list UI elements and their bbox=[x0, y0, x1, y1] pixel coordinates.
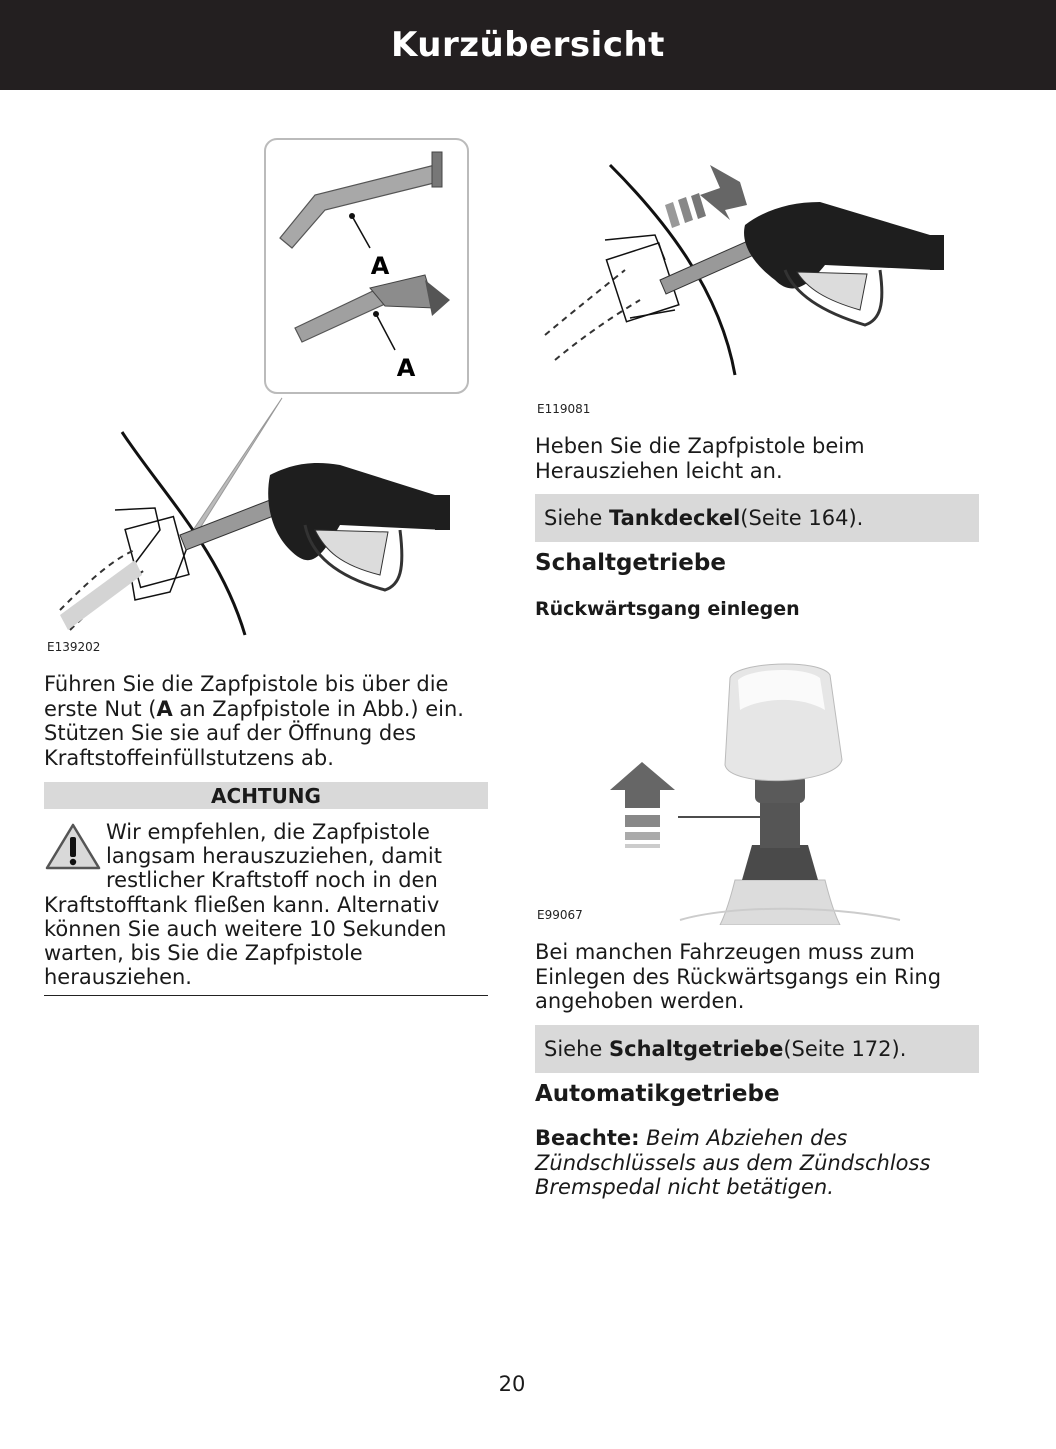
callout-label-a1: A bbox=[370, 252, 390, 280]
warning-text: Wir empfehlen, die Zapfpistole langsam herauszuziehen, damit restlicher Kraftstoff noch in den Kraftstofftank fließen kann. Alternativ können Sie auch weitere 10 Sekunden warten, bis Sie die Zapfpistole herausziehen. bbox=[44, 820, 447, 990]
figure-nozzle-removal bbox=[535, 140, 975, 400]
callout-label-a2: A bbox=[396, 354, 416, 382]
heading-automatic-transmission: Automatikgetriebe bbox=[535, 1081, 780, 1107]
figure-code-e99067: E99067 bbox=[537, 908, 583, 922]
paragraph-lift-nozzle: Heben Sie die Zapfpistole beim Herausziehen leicht an. bbox=[535, 434, 865, 483]
figure-code-e139202: E139202 bbox=[47, 640, 101, 654]
reference-transmission: Siehe Schaltgetriebe (Seite 172). bbox=[535, 1025, 979, 1073]
warning-triangle-icon bbox=[44, 822, 102, 872]
note-text: Beim Abziehen des Zündschlüssels aus dem Zündschloss Bremspedal nicht betätigen. bbox=[535, 1126, 931, 1199]
note-label: Beachte: bbox=[535, 1126, 640, 1150]
figure-code-e119081: E119081 bbox=[537, 402, 591, 416]
paragraph-insert-nozzle: Führen Sie die Zapfpistole bis über die erste Nut (A an Zapfpistole in Abb.) ein. Stützen Sie sie auf der Öffnung des Kraftstoffeinfüllstutzens ab. bbox=[44, 672, 464, 770]
figure-nozzle-insertion bbox=[40, 130, 490, 645]
bold-callout-ref: A bbox=[156, 696, 173, 721]
figure-gear-knob bbox=[580, 650, 910, 925]
subheading-reverse-gear: Rückwärtsgang einlegen bbox=[535, 598, 800, 620]
reference-link-tankdeckel[interactable]: Tankdeckel bbox=[609, 506, 741, 530]
warning-block bbox=[44, 820, 488, 989]
paragraph-reverse-ring: Bei manchen Fahrzeugen muss zum Einlegen des Rückwärtsgangs ein Ring angehoben werden. bbox=[535, 940, 942, 1013]
reference-fuel-cap: Siehe Tankdeckel (Seite 164). bbox=[535, 494, 979, 542]
page-header bbox=[0, 0, 1056, 90]
section-divider bbox=[44, 995, 488, 996]
page-title: Kurzübersicht bbox=[391, 25, 665, 65]
warning-heading: ACHTUNG bbox=[44, 782, 488, 809]
note-paragraph bbox=[535, 1126, 975, 1200]
page-number: 20 bbox=[498, 1372, 526, 1396]
reference-link-schaltgetriebe[interactable]: Schaltgetriebe bbox=[609, 1037, 784, 1061]
heading-manual-transmission: Schaltgetriebe bbox=[535, 550, 726, 576]
